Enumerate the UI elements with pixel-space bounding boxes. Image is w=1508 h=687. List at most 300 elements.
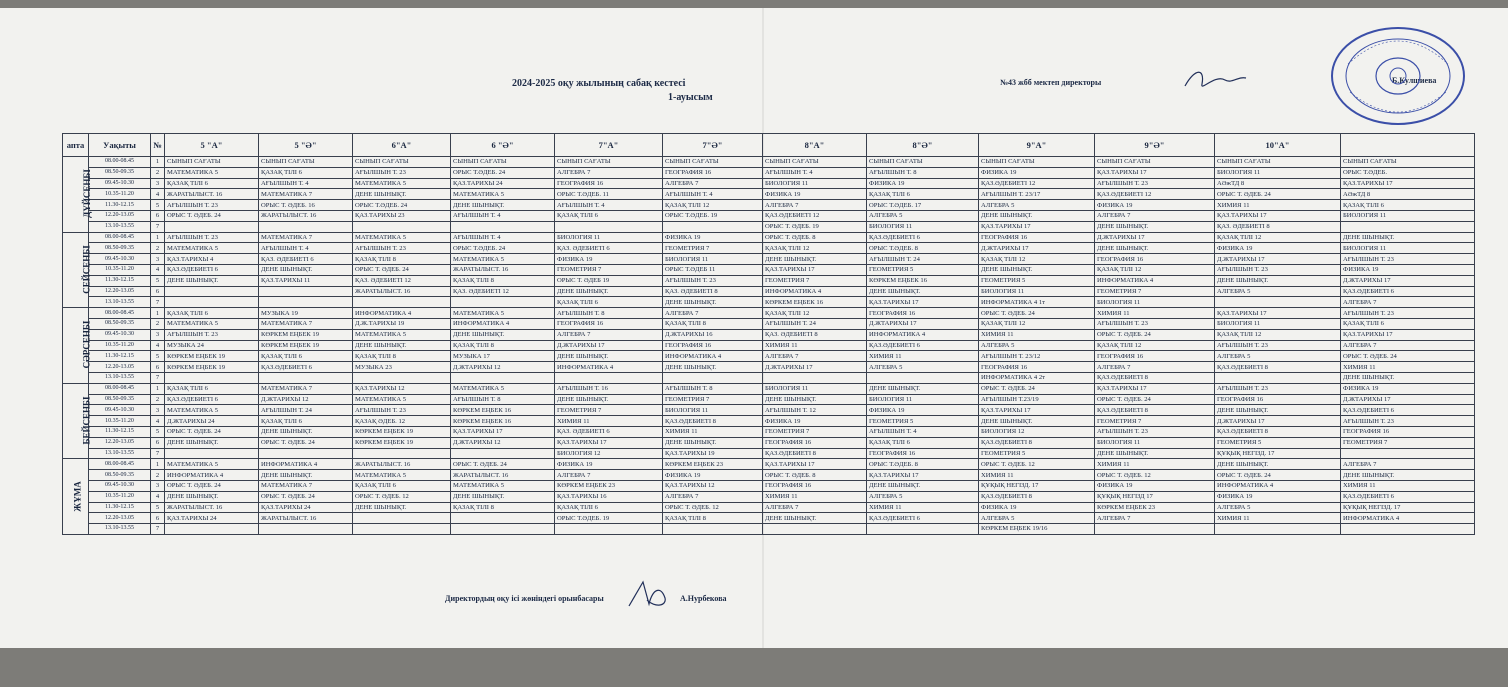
subject-cell — [259, 372, 353, 383]
time-cell: 10.35-11.20 — [89, 264, 151, 275]
subject-cell: ҚАЗ.ТАРИХЫ 17 — [1215, 308, 1341, 319]
day-cell — [63, 157, 92, 233]
subject-cell: ҚАЗ.ӘДЕБИЕТІ 8 — [1215, 426, 1341, 437]
subject-cell: АЛГЕБРА 7 — [663, 178, 763, 189]
subject-cell: ГЕОМЕТРИЯ 7 — [555, 405, 663, 416]
subject-cell: ҚАЗ.ТАРИХЫ 12 — [663, 480, 763, 491]
lesson-number: 1 — [151, 157, 165, 168]
table-row — [63, 448, 1475, 459]
subject-cell: ФИЗИКА 19 — [1341, 264, 1475, 275]
lesson-number: 6 — [151, 513, 165, 524]
subject-cell: МАТЕМАТИКА 5 — [165, 459, 259, 470]
subject-cell: МАТЕМАТИКА 5 — [165, 167, 259, 178]
table-row — [63, 416, 1475, 427]
subject-cell: АҒЫЛШЫН Т. 23 — [165, 232, 259, 243]
time-cell: 08.50-09.35 — [89, 167, 151, 178]
subject-cell: ҚАЗ.ӘДЕБИЕТІ 8 — [663, 416, 763, 427]
subject-cell: Д.ЖТАРИХЫ 16 — [663, 329, 763, 340]
subject-cell: КӨРКЕМ ЕҢБЕК 23 — [555, 480, 663, 491]
subject-cell: КӨРКЕМ ЕҢБЕК 19 — [259, 329, 353, 340]
subject-cell — [1341, 524, 1475, 535]
subject-cell: АҒЫЛШЫН Т. 23 — [1215, 383, 1341, 394]
subject-cell: БИОЛОГИЯ 11 — [1215, 167, 1341, 178]
subject-cell: ҚАЗ.ТАРИХЫ 17 — [979, 221, 1095, 232]
subject-cell: АЛГЕБРА 5 — [1215, 502, 1341, 513]
subject-cell: ҚАЗАҚ ТІЛІ 8 — [451, 502, 555, 513]
subject-cell: ФИЗИКА 19 — [867, 178, 979, 189]
subject-cell: КӨРКЕМ ЕҢБЕК 23 — [663, 459, 763, 470]
subject-cell: БИОЛОГИЯ 11 — [663, 254, 763, 265]
subject-cell: ҚАЗ. ӘДЕБИЕТІ 12 — [451, 286, 555, 297]
subject-cell: ҚАЗАҚ ТІЛІ 6 — [1341, 200, 1475, 211]
table-row — [63, 308, 1475, 319]
subject-cell: ҚАЗ.ӘДЕБИЕТІ 6 — [867, 232, 979, 243]
lesson-number: 4 — [151, 491, 165, 502]
subject-cell: ДЕНЕ ШЫНЫҚТ. — [1215, 275, 1341, 286]
table-row — [63, 470, 1475, 481]
subject-cell: ГЕОМЕТРИЯ 7 — [763, 275, 867, 286]
subject-cell: АҒЫЛШЫН Т. 23 — [1215, 340, 1341, 351]
subject-cell: МАТЕМАТИКА 5 — [165, 405, 259, 416]
subject-cell: СЫНЫП САҒАТЫ — [555, 157, 663, 168]
subject-cell: ҚАЗ.ТАРИХЫ 17 — [867, 297, 979, 308]
subject-cell: АЛГЕБРА 5 — [867, 210, 979, 221]
lesson-number: 5 — [151, 502, 165, 513]
subject-cell — [1215, 297, 1341, 308]
subject-cell: ХИМИЯ 11 — [1341, 480, 1475, 491]
subject-cell: ОРЫС Т. ӘДЕБ. 12 — [353, 491, 451, 502]
subject-cell: ГЕОМЕТРИЯ 5 — [979, 275, 1095, 286]
subject-cell: ОРЫС Т.ӘДЕБ. 24 — [353, 200, 451, 211]
subject-cell: АЛГЕБРА 5 — [867, 362, 979, 373]
subject-cell: БИОЛОГИЯ 12 — [979, 426, 1095, 437]
subject-cell: АЛГЕБРА 5 — [1215, 351, 1341, 362]
subject-cell: ҚАЗ.ӘДЕБИЕТІ 8 — [1095, 372, 1215, 383]
table-row — [63, 286, 1475, 297]
subject-cell: ОРЫС Т.ӘДЕБ. 24 — [451, 243, 555, 254]
subject-cell: ҚАЗ. ӘДЕБИЕТІ 6 — [555, 426, 663, 437]
time-cell: 09.45-10.30 — [89, 405, 151, 416]
time-cell: 08.00-08.45 — [89, 232, 151, 243]
subject-cell: ГЕОГРАФИЯ 16 — [555, 178, 663, 189]
subject-cell: ИНФОРМАТИКА 4 2т — [979, 372, 1095, 383]
subject-cell: ХИМИЯ 11 — [1095, 308, 1215, 319]
subject-cell: МАТЕМАТИКА 5 — [451, 254, 555, 265]
subject-cell — [451, 297, 555, 308]
subject-cell: ГЕОГРАФИЯ 16 — [979, 362, 1095, 373]
subject-cell — [763, 372, 867, 383]
subject-cell: БИОЛОГИЯ 11 — [1215, 318, 1341, 329]
subject-cell: ГЕОГРАФИЯ 16 — [555, 318, 663, 329]
subject-cell — [867, 372, 979, 383]
subject-cell: Д.ЖТАРИХЫ 17 — [1341, 275, 1475, 286]
subject-cell: ГЕОГРАФИЯ 16 — [867, 448, 979, 459]
subject-cell: АҒЫЛШЫН Т. 23 — [1095, 318, 1215, 329]
subject-cell: ОРЫС Т. ӘДЕБ. 8 — [763, 470, 867, 481]
lesson-number: 2 — [151, 470, 165, 481]
subject-cell: ҚАЗ. ӘДЕБИЕТІ 8 — [763, 329, 867, 340]
subject-cell: ҚАЗАҚ ТІЛІ 6 — [259, 416, 353, 427]
subject-cell — [353, 448, 451, 459]
time-cell: 10.35-11.20 — [89, 340, 151, 351]
table-row — [63, 189, 1475, 200]
subject-cell: ДЕНЕ ШЫНЫҚТ. — [979, 416, 1095, 427]
subject-cell: АЛГЕБРА 5 — [1215, 286, 1341, 297]
subject-cell: АҒЫЛШЫН Т. 4 — [259, 178, 353, 189]
day-label: БЕЙСЕНБІ — [81, 396, 92, 445]
subject-cell: ФИЗИКА 19 — [663, 470, 763, 481]
lesson-number: 7 — [151, 221, 165, 232]
subject-cell: ҚАЗАҚ ТІЛІ 12 — [1215, 329, 1341, 340]
subject-cell: Д.ЖТАРИХЫ 17 — [867, 318, 979, 329]
subject-cell: АҒЫЛШЫН Т. 23/17 — [979, 189, 1095, 200]
lesson-number: 5 — [151, 426, 165, 437]
subject-cell: ОРЫС Т.ӘДЕБ 11 — [663, 264, 763, 275]
subject-cell — [1215, 524, 1341, 535]
subject-cell: ЖАРАТЫЛЫСТ. 16 — [165, 189, 259, 200]
subject-cell: ФИЗИКА 19 — [979, 167, 1095, 178]
subject-cell: МАТЕМАТИКА 5 — [353, 394, 451, 405]
subject-cell: КӨРКЕМ ЕҢБЕК 16 — [451, 405, 555, 416]
time-cell: 11.30-12.15 — [89, 502, 151, 513]
subject-cell: ГЕОГРАФИЯ 16 — [1215, 394, 1341, 405]
subject-cell: ФИЗИКА 19 — [663, 232, 763, 243]
time-cell: 11.30-12.15 — [89, 275, 151, 286]
schedule-body — [63, 157, 1475, 535]
subject-cell: КӨРКЕМ ЕҢБЕК 23 — [1095, 502, 1215, 513]
subject-cell: ФИЗИКА 19 — [1095, 480, 1215, 491]
subject-cell: ДЕНЕ ШЫНЫҚТ. — [353, 502, 451, 513]
subject-cell: ХИМИЯ 11 — [979, 329, 1095, 340]
director-signature — [1180, 66, 1250, 94]
subject-cell: БИОЛОГИЯ 11 — [979, 286, 1095, 297]
subject-cell: КӨРКЕМ ЕҢБЕК 16 — [451, 416, 555, 427]
subject-cell: АҒЫЛШЫН Т. 23 — [1341, 416, 1475, 427]
subject-cell: ХИМИЯ 11 — [763, 340, 867, 351]
table-row — [63, 264, 1475, 275]
subject-cell: ҚАЗ.ӘДЕБИЕТІ 8 — [1095, 405, 1215, 416]
deputy-signature — [625, 578, 675, 612]
subject-cell: ОРЫС Т. ӘДЕБ. 24 — [1341, 351, 1475, 362]
subject-cell: АЛГЕБРА 7 — [1341, 459, 1475, 470]
subject-cell: ДЕНЕ ШЫНЫҚТ. — [1341, 470, 1475, 481]
subject-cell — [867, 524, 979, 535]
subject-cell: ИНФОРМАТИКА 4 — [555, 362, 663, 373]
subject-cell: ҚАЗ.ӘДЕБИЕТІ 12 — [979, 178, 1095, 189]
time-cell: 13.10-13.55 — [89, 448, 151, 459]
subject-cell — [259, 524, 353, 535]
subject-cell: АҒЫЛШЫН Т. 23 — [165, 200, 259, 211]
subject-cell — [555, 372, 663, 383]
table-row — [63, 459, 1475, 470]
subject-cell: МУЗЫКА 23 — [353, 362, 451, 373]
subject-cell: БИОЛОГИЯ 11 — [555, 232, 663, 243]
subject-cell: АЛГЕБРА 7 — [1341, 297, 1475, 308]
subject-cell — [763, 524, 867, 535]
subject-cell: АҒЫЛШЫН Т. 12 — [763, 405, 867, 416]
subject-cell: СЫНЫП САҒАТЫ — [1095, 157, 1215, 168]
subject-cell: АҒЫЛШЫН Т. 23 — [353, 243, 451, 254]
subject-cell: ФИЗИКА 19 — [1215, 243, 1341, 254]
table-row — [63, 437, 1475, 448]
subject-cell: ДЕНЕ ШЫНЫҚТ. — [451, 200, 555, 211]
time-cell: 13.10-13.55 — [89, 524, 151, 535]
table-row — [63, 351, 1475, 362]
time-cell: 09.45-10.30 — [89, 254, 151, 265]
subject-cell: ҚАЗ.ӘДЕБИЕТІ 6 — [867, 340, 979, 351]
schedule-table — [62, 133, 1475, 535]
day-label: СЕЙСЕНБІ — [81, 245, 92, 294]
subject-cell — [451, 513, 555, 524]
subject-cell: АҒЫЛШЫН Т. 4 — [259, 243, 353, 254]
col-num: № — [151, 134, 165, 157]
deputy-name: А.Нурбекова — [680, 594, 727, 603]
subject-cell: МАТЕМАТИКА 5 — [451, 383, 555, 394]
table-row — [63, 254, 1475, 265]
subject-cell: КӨРКЕМ ЕҢБЕК 19 — [259, 340, 353, 351]
subject-cell: ХИМИЯ 11 — [979, 470, 1095, 481]
subject-cell: ХИМИЯ 11 — [1095, 459, 1215, 470]
subject-cell: ҚАЗ.ТАРИХЫ 17 — [1341, 329, 1475, 340]
subject-cell: СЫНЫП САҒАТЫ — [763, 157, 867, 168]
time-cell: 10.35-11.20 — [89, 189, 151, 200]
subject-cell: АҒЫЛШЫН Т. 23 — [1095, 426, 1215, 437]
time-cell: 12.20-13.05 — [89, 210, 151, 221]
subject-cell: ДЕНЕ ШЫНЫҚТ. — [867, 286, 979, 297]
subject-cell: ҚАЗ.ТАРИХЫ 17 — [1341, 178, 1475, 189]
time-cell: 13.10-13.55 — [89, 297, 151, 308]
subject-cell: МАТЕМАТИКА 5 — [353, 329, 451, 340]
subject-cell: ОРЫС Т. ӘДЕБ. 24 — [165, 480, 259, 491]
day-cell — [63, 383, 92, 459]
time-cell: 12.20-13.05 — [89, 286, 151, 297]
subject-cell: ОРЫС Т. ӘДЕБ 19 — [555, 275, 663, 286]
subject-cell: АҒЫЛШЫН Т. 8 — [867, 167, 979, 178]
subject-cell: ҚАЗ.ТАРИХЫ 16 — [555, 491, 663, 502]
subject-cell: ҚАЗ.ӘДЕБИЕТІ 6 — [1341, 491, 1475, 502]
col-class — [1341, 134, 1475, 157]
table-row — [63, 297, 1475, 308]
subject-cell: СЫНЫП САҒАТЫ — [1341, 157, 1475, 168]
subject-cell: БИОЛОГИЯ 11 — [1095, 297, 1215, 308]
subject-cell: ҚАЗ.ТАРИХЫ 12 — [353, 383, 451, 394]
subject-cell: Д.ЖТАРИХЫ 12 — [259, 394, 353, 405]
col-class: 5 "А" — [165, 134, 259, 157]
subject-cell: ҚАЗ. ӘДЕБИЕТІ 8 — [663, 286, 763, 297]
table-row — [63, 200, 1475, 211]
subject-cell: ФИЗИКА 19 — [555, 254, 663, 265]
lesson-number: 2 — [151, 394, 165, 405]
subject-cell — [663, 524, 763, 535]
lesson-number: 2 — [151, 167, 165, 178]
subject-cell: ҚАЗ.ӘДЕБИЕТІ 8 — [979, 437, 1095, 448]
table-row — [63, 210, 1475, 221]
col-class: 6 "Ә" — [451, 134, 555, 157]
subject-cell: ҚАЗАҚ ТІЛІ 12 — [1095, 264, 1215, 275]
table-row — [63, 524, 1475, 535]
subject-cell: ҚАЗ.ӘДЕБИЕТІ 8 — [979, 491, 1095, 502]
subject-cell: СЫНЫП САҒАТЫ — [663, 157, 763, 168]
subject-cell: ДЕНЕ ШЫНЫҚТ. — [867, 480, 979, 491]
subject-cell: ИНФОРМАТИКА 4 — [1095, 275, 1215, 286]
subject-cell: ЖАРАТЫЛЫСТ. 16 — [451, 470, 555, 481]
subject-cell: АӘжТД 8 — [1215, 178, 1341, 189]
subject-cell: БИОЛОГИЯ 11 — [1341, 210, 1475, 221]
subject-cell: ҚАЗ.ӘДЕБИЕТІ 6 — [165, 264, 259, 275]
table-row — [63, 426, 1475, 437]
subject-cell: БИОЛОГИЯ 11 — [663, 405, 763, 416]
table-row — [63, 480, 1475, 491]
subject-cell: АЛГЕБРА 7 — [763, 351, 867, 362]
subject-cell: ДЕНЕ ШЫНЫҚТ. — [1341, 232, 1475, 243]
day-cell — [63, 308, 92, 384]
subject-cell: ҚАЗ. ӘДЕБИЕТІ 12 — [353, 275, 451, 286]
day-label: ЖҰМА — [72, 480, 83, 512]
table-row — [63, 405, 1475, 416]
subject-cell: ОРЫС Т.ӘДЕБ. 8 — [867, 459, 979, 470]
subject-cell: ҚАЗАҚ ТІЛІ 6 — [165, 178, 259, 189]
header-row — [63, 134, 1475, 157]
subject-cell — [353, 221, 451, 232]
subject-cell: ҚАЗ.ТАРИХЫ 24 — [165, 513, 259, 524]
subject-cell: ҚАЗ.ӘДЕБИЕТІ 8 — [1215, 362, 1341, 373]
subject-cell: Д.ЖТАРИХЫ 17 — [555, 340, 663, 351]
subject-cell: АҒЫЛШЫН Т. 8 — [451, 394, 555, 405]
subject-cell: АЛГЕБРА 7 — [663, 491, 763, 502]
subject-cell — [165, 372, 259, 383]
time-cell: 12.20-13.05 — [89, 437, 151, 448]
table-row — [63, 491, 1475, 502]
subject-cell: АЛГЕБРА 7 — [555, 470, 663, 481]
subject-cell: ҚАЗАҚ ТІЛІ 8 — [663, 513, 763, 524]
col-class: 9"Ә" — [1095, 134, 1215, 157]
subject-cell — [353, 513, 451, 524]
subject-cell: ХИМИЯ 11 — [1215, 200, 1341, 211]
subject-cell: ИНФОРМАТИКА 4 — [259, 459, 353, 470]
subject-cell: ГЕОМЕТРИЯ 7 — [555, 264, 663, 275]
subject-cell: ҚАЗ.ТАРИХЫ 17 — [979, 405, 1095, 416]
lesson-number: 1 — [151, 232, 165, 243]
subject-cell: ХИМИЯ 11 — [867, 502, 979, 513]
subject-cell: ХИМИЯ 11 — [867, 351, 979, 362]
subject-cell: ГЕОГРАФИЯ 16 — [867, 308, 979, 319]
time-cell: 13.10-13.55 — [89, 221, 151, 232]
subject-cell: ҚАЗАҚ ТІЛІ 6 — [555, 297, 663, 308]
subject-cell: КӨРКЕМ ЕҢБЕК 19 — [165, 351, 259, 362]
subject-cell: ДЕНЕ ШЫНЫҚТ. — [1095, 221, 1215, 232]
subject-cell: ҚҰҚЫҚ НЕГІЗД. 17 — [1341, 502, 1475, 513]
subject-cell: ҚАЗ.ӘДЕБИЕТІ 6 — [1341, 286, 1475, 297]
subject-cell: ҚАЗ.ТАРИХЫ 24 — [259, 502, 353, 513]
col-class: 8"Ә" — [867, 134, 979, 157]
subject-cell: ОРЫС Т. ӘДЕБ. 24 — [1095, 329, 1215, 340]
time-cell: 08.50-09.35 — [89, 394, 151, 405]
subject-cell: АЛГЕБРА 7 — [555, 167, 663, 178]
subject-cell: ОРЫС Т. ӘДЕБ. 24 — [979, 308, 1095, 319]
subject-cell: ГЕОМЕТРИЯ 5 — [1215, 437, 1341, 448]
subject-cell: ОРЫС Т. ӘДЕБ. 12 — [1095, 470, 1215, 481]
subject-cell: МАТЕМАТИКА 5 — [353, 178, 451, 189]
lesson-number: 5 — [151, 275, 165, 286]
subject-cell: АӘжТД 8 — [1341, 189, 1475, 200]
subject-cell: ҚАЗ.ТАРИХЫ 17 — [763, 459, 867, 470]
subject-cell: ҚАЗАҚ ТІЛІ 6 — [259, 167, 353, 178]
subject-cell: ГЕОМЕТРИЯ 5 — [867, 416, 979, 427]
subject-cell: ҚАЗАҚ ТІЛІ 8 — [353, 254, 451, 265]
day-label: СӘРСЕНБІ — [81, 321, 92, 369]
subject-cell: ЖАРАТЫЛЫСТ. 16 — [451, 264, 555, 275]
subject-cell: ЖАРАТЫЛЫСТ. 16 — [353, 459, 451, 470]
day-label: ДҮЙСЕНБІ — [81, 169, 92, 219]
table-row — [63, 362, 1475, 373]
subject-cell: Д.ЖТАРИХЫ 12 — [451, 362, 555, 373]
subject-cell: ҚАЗ.ӘДЕБИЕТІ 6 — [1341, 405, 1475, 416]
subject-cell: ҚАЗ.ТАРИХЫ 17 — [555, 437, 663, 448]
col-class: 7"Ә" — [663, 134, 763, 157]
subject-cell: ҚАЗАҚ ТІЛІ 8 — [663, 318, 763, 329]
subject-cell: КӨРКЕМ ЕҢБЕК 16 — [763, 297, 867, 308]
subject-cell: МАТЕМАТИКА 7 — [259, 480, 353, 491]
table-row — [63, 167, 1475, 178]
subject-cell: АҒЫЛШЫН Т. 4 — [451, 232, 555, 243]
col-class: 10"А" — [1215, 134, 1341, 157]
subject-cell: АҒЫЛШЫН Т. 4 — [763, 167, 867, 178]
time-cell: 08.00-08.45 — [89, 459, 151, 470]
subject-cell: ҚАЗ.ТАРИХЫ 17 — [1095, 167, 1215, 178]
lesson-number: 1 — [151, 383, 165, 394]
time-cell: 08.50-09.35 — [89, 243, 151, 254]
lesson-number: 7 — [151, 524, 165, 535]
subject-cell: ЖАРАТЫЛЫСТ. 16 — [259, 210, 353, 221]
subject-cell: Д.ЖТАРИХЫ 17 — [1215, 416, 1341, 427]
subject-cell: ҚАЗАҚ ТІЛІ 12 — [1215, 232, 1341, 243]
subject-cell: АЛГЕБРА 7 — [763, 200, 867, 211]
subject-cell: ФИЗИКА 19 — [979, 502, 1095, 513]
subject-cell: БИОЛОГИЯ 11 — [763, 383, 867, 394]
lesson-number: 4 — [151, 416, 165, 427]
subject-cell: БИОЛОГИЯ 11 — [867, 394, 979, 405]
subject-cell: ГЕОМЕТРИЯ 5 — [979, 448, 1095, 459]
subject-cell: ЖАРАТЫЛЫСТ. 16 — [353, 286, 451, 297]
subject-cell: ДЕНЕ ШЫНЫҚТ. — [165, 491, 259, 502]
subject-cell: АЛГЕБРА 5 — [979, 200, 1095, 211]
subject-cell: ДЕНЕ ШЫНЫҚТ. — [451, 329, 555, 340]
subject-cell — [165, 221, 259, 232]
lesson-number: 5 — [151, 200, 165, 211]
subject-cell: ИНФОРМАТИКА 4 — [165, 470, 259, 481]
subject-cell: ГЕОМЕТРИЯ 7 — [663, 394, 763, 405]
subject-cell: ДЕНЕ ШЫНЫҚТ. — [555, 394, 663, 405]
subject-cell: ҚАЗ.ӘДЕБИЕТІ 8 — [763, 448, 867, 459]
subject-cell: ДЕНЕ ШЫНЫҚТ. — [1341, 372, 1475, 383]
col-class: 7"А" — [555, 134, 663, 157]
subject-cell: ДЕНЕ ШЫНЫҚТ. — [451, 491, 555, 502]
subject-cell — [555, 221, 663, 232]
subject-cell: ҚАЗАҚ ТІЛІ 6 — [259, 351, 353, 362]
subject-cell: ХИМИЯ 11 — [1215, 513, 1341, 524]
subject-cell: АЛГЕБРА 7 — [555, 329, 663, 340]
subject-cell: ОРЫС Т.ӘДЕБ. 24 — [451, 167, 555, 178]
subject-cell: ОРЫС Т.ӘДЕБ. 19 — [555, 513, 663, 524]
subject-cell: ҚАЗ.ТАРИХЫ 23 — [353, 210, 451, 221]
subject-cell — [451, 524, 555, 535]
subject-cell: АҒЫЛШЫН Т. 23 — [663, 275, 763, 286]
subject-cell: МАТЕМАТИКА 5 — [451, 189, 555, 200]
subject-cell: ОРЫС Т. ӘДЕБ. 16 — [259, 200, 353, 211]
subject-cell: ДЕНЕ ШЫНЫҚТ. — [259, 426, 353, 437]
subject-cell: ГЕОГРАФИЯ 16 — [663, 167, 763, 178]
subject-cell: ГЕОГРАФИЯ 16 — [663, 340, 763, 351]
